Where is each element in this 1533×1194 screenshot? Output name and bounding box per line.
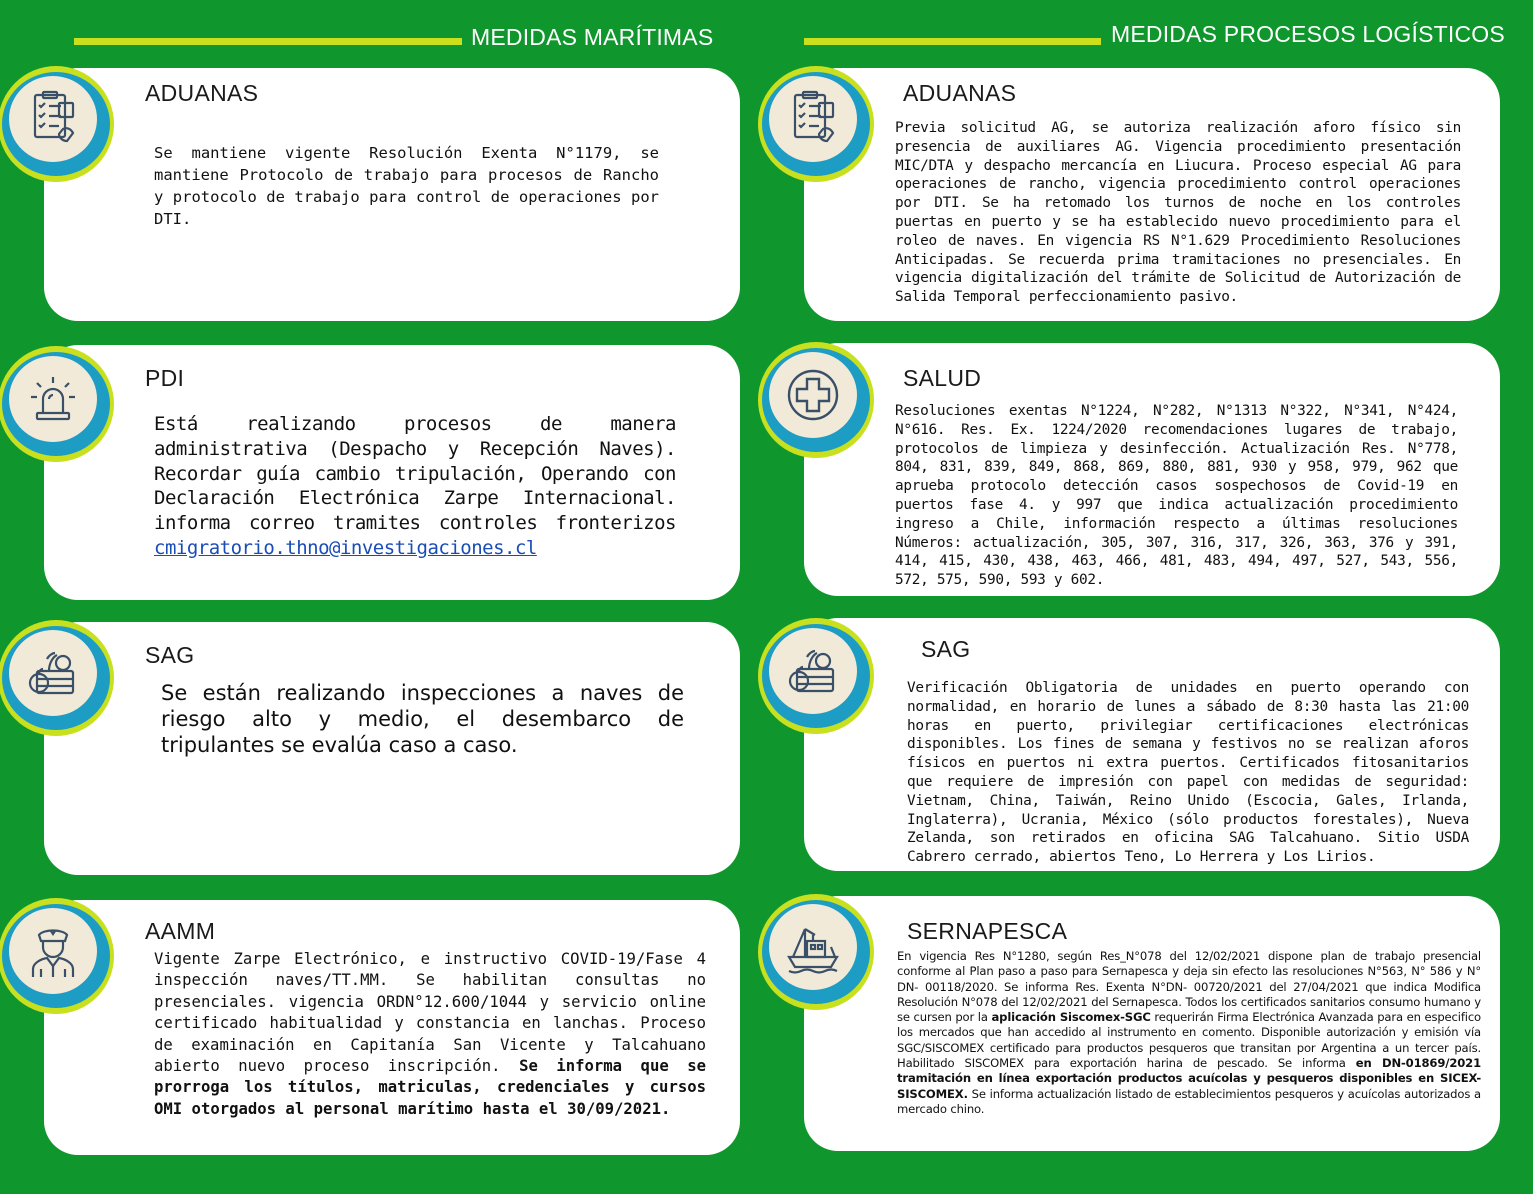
fruit-basket-icon [783, 641, 843, 701]
medical-cross-icon [783, 365, 843, 425]
aamm-text: Vigente Zarpe Electrónico, e instructivo COVID-19/Fase 4 inspección naves/TT.MM. Se habilitan consultas no presenciales. vigencia ORDN°12.600/1044 y servicio online certificado habitualidad y constancia en lanchas. Proceso de examinación en Capitanía San Vicente y Talcahuano abierto nuevo proceso inscripción. [154, 950, 706, 1076]
fishing-ship-icon [783, 917, 843, 977]
sernapesca-bold-1: aplicación Siscomex-SGC [991, 1010, 1151, 1025]
right-column-title: MEDIDAS PROCESOS LOGÍSTICOS [1111, 21, 1505, 47]
card-aamm [44, 900, 740, 1155]
pdi-email-link[interactable]: cmigratorio.thno@investigaciones.cl [154, 536, 537, 559]
aamm-bold-text: Se informa que se prorroga los títulos, matriculas, credenciales y cursos OMI otorgados al personal marítimo hasta el 30/09/2021. [154, 1057, 707, 1118]
card-text: Verificación Obligatoria de unidades en puerto operando con normalidad, en horario de lunes a sábado de 8:30 hasta las 21:00 horas en puerto, privilegiar certificaciones electrónicas disponibles. Los fines de semana y festivos no se realizan aforos físicos en puertos ni extra puertos. Certificados fitosanitarios que requiere de impresión con papel con medidas de seguridad: Vietnam, China, Taiwán, Reino Unido (Escocia, Gales, Irlanda, Inglaterra), Ucrania, México (sólo productos forestales), Nueva Zelanda, son retirados en oficina SAG Talcahuano. Sitio USDA Cabrero cerrado, abiertos Teno, Lo Herrera y Los Lirios. [907, 680, 1469, 866]
card-aduanas-maritimas [44, 68, 740, 321]
pdi-text: Está realizando procesos de manera administrativa (Despacho y Recepción Naves). Recordar guía cambio tripulación, Operando con Declaración Electrónica Zarpe Internacional. informa correo tramites controles fronterizos [154, 413, 676, 535]
naval-officer-icon [23, 921, 83, 981]
card-title: ADUANAS [903, 80, 1017, 106]
aduanas-logisticos-icon-badge [758, 66, 874, 182]
alarm-siren-icon [23, 369, 83, 429]
sag-logisticos-icon-badge [758, 618, 874, 734]
card-sernapesca [804, 896, 1500, 1151]
card-aduanas-logisticos [804, 68, 1500, 321]
clipboard-checklist-icon [783, 89, 843, 149]
card-text [897, 949, 1481, 1117]
sag-icon-badge [0, 620, 114, 736]
card-text [154, 412, 676, 561]
card-title: ADUANAS [145, 80, 259, 106]
sernapesca-text-2: requerirán Firma Electrónica Avanzada para en especifico los mercados que han accedido al instrumento en comento. Disponible autorización y emisión vía SGC/SISCOMEX certificado para productos pesqueros que transitan por Argentina a un tercer país. Habilitado SISCOMEX para exportación harina de pescado. Se informa [897, 1010, 1481, 1071]
sernapesca-bold-2: en DN-01869/2021 tramitación en línea exportación productos acuícolas y pesqueros disponibles en SICEX-SISCOMEX. [897, 1056, 1481, 1101]
card-text [154, 949, 706, 1120]
card-pdi [44, 345, 740, 600]
card-sag-logisticos [804, 618, 1500, 871]
card-title: SAG [145, 642, 195, 668]
card-text: Se están realizando inspecciones a naves de riesgo alto y medio, el desembarco de tripulantes se evalúa caso a caso. [161, 681, 684, 757]
fruit-basket-icon [23, 643, 83, 703]
card-sag-maritimas [44, 622, 740, 875]
card-text: Resoluciones exentas N°1224, N°282, N°1313 N°322, N°341, N°424, N°616. Res. Ex. 1224/2020 recomendaciones lugares de trabajo, protocolos de limpieza y desinfección. Actualización Res. N°778, 804, 831, 839, 849, 868, 869, 880, 881, 930 y 958, 979, 962 que aprueba protocolo detección casos sospechosos de Covid-19 en puertos fase 4. y 997 que indica actualización procedimiento ingreso a Chile, información respecto a últimas resoluciones Números: actualización, 305, 307, 316, 317, 326, 363, 376 y 391, 414, 415, 430, 438, 463, 466, 481, 483, 494, 497, 527, 543, 556, 572, 575, 590, 593 y 602. [895, 403, 1458, 589]
card-text: Se mantiene vigente Resolución Exenta N°1179, se mantiene Protocolo de trabajo para procesos de Rancho y protocolo de trabajo para control de operaciones por DTI. [154, 144, 659, 228]
sernapesca-icon-badge [758, 894, 874, 1010]
right-header-bar [804, 38, 1101, 45]
card-title: SERNAPESCA [907, 918, 1068, 944]
left-column-title: MEDIDAS MARÍTIMAS [471, 24, 714, 50]
salud-icon-badge [758, 342, 874, 458]
card-title: PDI [145, 365, 185, 391]
aduanas-icon-badge [0, 66, 114, 182]
sernapesca-text-3: Se informa actualización listado de establecimientos pesqueros y acuícolas autorizados a mercado chino. [897, 1086, 1481, 1116]
card-title: SAG [921, 636, 971, 662]
pdi-icon-badge [0, 346, 114, 462]
aamm-icon-badge [0, 898, 114, 1014]
card-title: SALUD [903, 365, 982, 391]
card-text: Previa solicitud AG, se autoriza realización aforo físico sin presencia de auxiliares AG. Vigencia procedimiento presentación MIC/DTA y despacho mercancía en Liucura. Proceso especial AG para operaciones de rancho, vigencia procedimiento control operaciones por DTI. Se ha retomado los turnos de noche en los controles puertas en puerto y se ha establecido nuevo procedimiento para el roleo de naves. En vigencia RS N°1.629 Procedimiento Resoluciones Anticipadas. Se recuerda prima tramitaciones no presenciales. En vigencia digitalización del trámite de Solicitud de Autorización de Salida Temporal perfeccionamiento pasivo. [895, 120, 1461, 306]
card-salud [804, 343, 1500, 596]
card-title: AAMM [145, 918, 216, 944]
right-column-header [804, 21, 1514, 54]
clipboard-checklist-icon [23, 89, 83, 149]
sernapesca-text-1: En vigencia Res N°1280, según Res_N°078 del 12/02/2021 dispone plan de trabajo presencial conforme al Plan paso a paso para Sernapesca y deja sin efecto las resoluciones N°563, N° 586 y N° DN- 00118/2020. Se informa Res. Exenta N°DN- 00720/2021 del 27/04/2021 que indica Modifica Resolución N°078 del 12/02/2021 del Sernapesca. Todos los certificados sanitarios consumo humano y se cursen por la [897, 949, 1481, 1025]
left-header-bar [74, 38, 462, 45]
left-column-header [74, 24, 734, 54]
